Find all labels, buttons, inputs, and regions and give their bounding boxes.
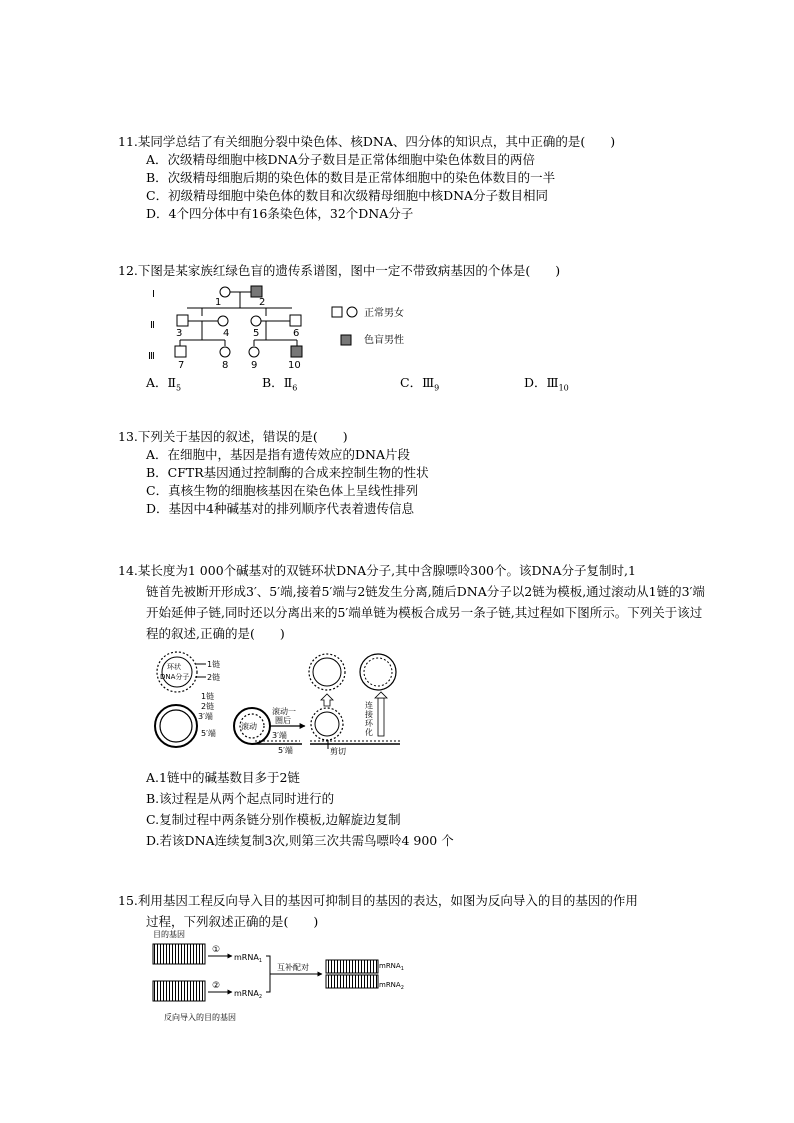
question-11-stem: 11.某同学总结了有关细胞分裂中染色体、核DNA、四分体的知识点，其中正确的是( )	[118, 134, 616, 149]
pedigree-number-3: 3	[176, 328, 183, 339]
question-13	[118, 428, 708, 518]
pedigree-individual-3	[177, 315, 188, 326]
pairing-label: 互补配对	[277, 963, 309, 972]
question-14-stem-first: 14.某长度为1 000个碱基对的双链环状DNA分子,其中含腺嘌呤300个。该DNA分子复制时,1	[118, 563, 636, 578]
circular-dna-label-1: 环状	[167, 663, 181, 671]
step-2-label: ②	[212, 981, 221, 991]
pedigree-individual-5	[251, 316, 261, 326]
cyclize-label-2: 接	[365, 710, 373, 719]
question-14-option-d[interactable]: D.若该DNA连续复制3次,则第三次共需鸟嘌呤4 900 个	[146, 833, 454, 848]
pedigree-number-2: 2	[259, 297, 266, 308]
pedigree-number-5: 5	[253, 328, 260, 339]
product-circle-lower-outer	[311, 708, 343, 740]
question-14-option-c[interactable]: C.复制过程中两条链分别作模板,边解旋边复制	[146, 812, 401, 827]
cut-label: 剪切	[330, 747, 346, 756]
pairing-bracket	[266, 956, 270, 992]
nicked-dna-inner	[160, 710, 192, 742]
generation-2-label: Ⅱ	[150, 320, 155, 331]
mrna1-label-left: mRNA$_1$	[234, 953, 262, 964]
question-13-option-a[interactable]: A．在细胞中，基因是指有遗传效应的DNA片段	[146, 447, 411, 462]
five-prime-label-2: 5′端	[278, 746, 293, 755]
mrna2-label-right: mRNA$_2$	[379, 981, 404, 991]
circular-dna-outer	[157, 652, 197, 692]
question-11-option-d[interactable]: D．4个四分体中有16条染色体，32个DNA分子	[146, 206, 414, 221]
pedigree-number-1: 1	[215, 297, 222, 308]
reverse-gene-bar	[153, 981, 205, 1001]
pedigree-number-8: 8	[222, 360, 229, 371]
question-11-option-b[interactable]: B．次级精母细胞后期的染色体的数目是正常体细胞中的染色体数目的一半	[146, 170, 556, 185]
rolling-label: 滚动	[241, 722, 257, 731]
cyclize-label-3: 环	[365, 719, 373, 728]
question-13-option-c[interactable]: C．真核生物的细胞核基因在染色体上呈线性排列	[146, 483, 419, 498]
chain-2-label: 2链	[201, 702, 215, 711]
pedigree-individual-7	[175, 346, 186, 357]
hollow-up-arrow-left	[321, 694, 333, 706]
legend-normal-label: 正常男女	[364, 308, 404, 319]
question-12-stem: 12.下图是某家族红绿色盲的遗传系谱图，图中一定不带致病基因的个体是( )	[118, 263, 561, 278]
mrna1-label-right: mRNA$_1$	[379, 962, 404, 972]
legend-affected-male-symbol	[341, 335, 351, 345]
reverse-gene-label: 反向导入的目的基因	[164, 1013, 236, 1022]
rolling-arrow-label-2: 圈后	[275, 716, 291, 725]
question-12-option-a[interactable]: A．$Ⅱ_5$	[146, 375, 182, 393]
pedigree-individual-10	[291, 346, 302, 357]
product-circle-lower-inner	[315, 712, 339, 736]
pedigree-individual-6	[290, 315, 301, 326]
pedigree-individual-1	[220, 287, 230, 297]
product-circle-top-right-inner	[364, 658, 392, 686]
pedigree-individual-4	[218, 316, 228, 326]
chain-2-label-top: 2链	[207, 673, 221, 682]
pedigree-number-10: 10	[288, 360, 301, 371]
rolling-circle-figure	[150, 650, 410, 755]
question-14-stem-rest: 链首先被断开形成3′、5′端,接着5′端与2链发生分离,随后DNA分子以2链为模板,通过滚动从1链的3′端开始延伸子链,同时还以分离出来的5′端单链为模板合成另一条子链,其过程如下图所示。下列关于该过程的叙述,正确的是( )	[146, 584, 705, 641]
question-15-stem-first: 15.利用基因工程反向导入目的基因可抑制目的基因的表达，如图为反向导入的目的基因的作用	[118, 893, 638, 908]
pedigree-individual-2	[251, 286, 262, 297]
legend-normal-female-symbol	[347, 307, 357, 317]
question-14-options	[146, 767, 736, 851]
product-circle-top-left-inner	[313, 658, 341, 686]
three-prime-label-2: 3′端	[272, 731, 287, 740]
target-gene-label: 目的基因	[153, 930, 185, 939]
generation-1-label: Ⅰ	[152, 289, 155, 300]
five-prime-label: 5′端	[201, 729, 216, 738]
pedigree-number-6: 6	[293, 328, 300, 339]
question-12	[118, 262, 708, 280]
generation-3-label: Ⅲ	[148, 351, 155, 362]
pedigree-number-4: 4	[223, 328, 230, 339]
rolling-arrow-label-1: 滚动一	[272, 707, 296, 716]
question-12-option-b[interactable]: B．$Ⅱ_6$	[262, 375, 298, 393]
legend-affected-label: 色盲男性	[364, 335, 404, 346]
three-prime-label: 3′端	[198, 712, 213, 721]
question-15	[118, 890, 708, 932]
target-gene-bar	[153, 944, 205, 964]
connect-cyclize-arrow	[375, 692, 387, 698]
question-11-option-a[interactable]: A．次级精母细胞中核DNA分子数目是正常体细胞中染色体数目的两倍	[146, 152, 536, 167]
question-12-option-c[interactable]: C．$Ⅲ_9$	[400, 375, 440, 393]
step-1-label: ①	[212, 945, 221, 955]
duplex-mrna2-bar	[326, 975, 378, 988]
question-14	[118, 560, 708, 644]
cyclize-label-1: 连	[365, 701, 373, 710]
question-12-option-d[interactable]: D．$Ⅲ_{10}$	[524, 375, 569, 393]
question-11-option-c[interactable]: C．初级精母细胞中染色体的数目和次级精母细胞中核DNA分子数目相同	[146, 188, 549, 203]
mrna2-label-left: mRNA$_2$	[234, 989, 262, 1000]
duplex-mrna1-bar	[326, 960, 378, 973]
nicked-dna-outer	[155, 705, 197, 747]
question-14-option-b[interactable]: B.该过程是从两个起点同时进行的	[146, 791, 335, 806]
pedigree-individual-9	[249, 347, 259, 357]
question-11	[118, 133, 708, 223]
question-13-option-d[interactable]: D．基因中4种碱基对的排列顺序代表着遗传信息	[146, 501, 414, 516]
chain-1-label-top: 1链	[207, 660, 221, 669]
pedigree-number-9: 9	[251, 360, 258, 371]
question-14-option-a[interactable]: A.1链中的碱基数目多于2链	[146, 770, 300, 785]
pedigree-individual-8	[220, 347, 230, 357]
pedigree-chart	[140, 280, 440, 375]
chain-1-label: 1链	[201, 692, 215, 701]
antisense-gene-figure	[150, 928, 404, 1028]
circular-dna-label-2: DNA分子	[160, 673, 190, 681]
circular-dna-inner	[162, 657, 192, 687]
question-13-stem: 13.下列关于基因的叙述，错误的是( )	[118, 429, 348, 444]
product-circle-top-left-outer	[309, 654, 345, 690]
question-15-stem-rest: 过程，下列叙述正确的是( )	[146, 914, 319, 929]
product-circle-top-right-outer	[360, 654, 396, 690]
question-13-option-b[interactable]: B．CFTR基因通过控制酶的合成来控制生物的性状	[146, 465, 429, 480]
cyclize-label-4: 化	[365, 728, 373, 737]
legend-normal-male-symbol	[332, 307, 342, 317]
pedigree-number-7: 7	[178, 360, 185, 371]
